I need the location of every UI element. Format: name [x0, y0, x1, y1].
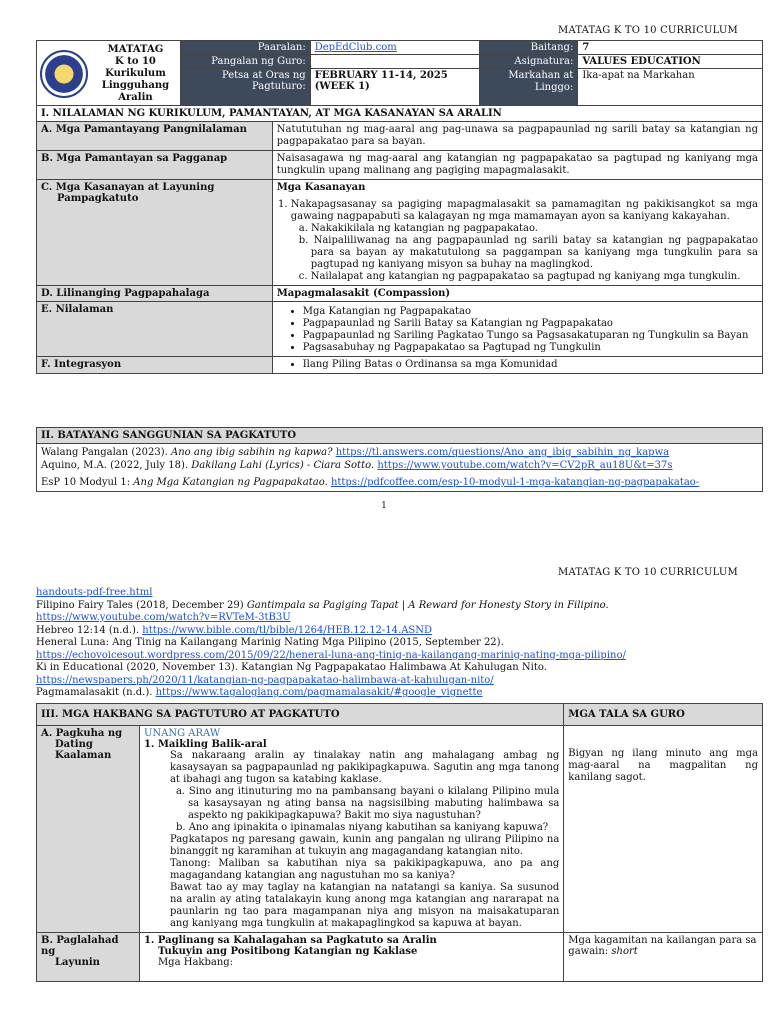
step-a-label-line1: A. Pagkuha ng: [41, 728, 123, 739]
reference-2: Aquino, M.A. (2022, July 18). Dakilang Lahi (Lyrics) - Ciara Sotto. https://www.youtube.com/watch?v=CV2pR_au18U&t=37s: [41, 460, 673, 471]
nilalaman-item: • Pagpapaunlad ng Sariling Pagkatao Tungo sa Pagsasakatuparan ng Tungkulin sa Bayan: [303, 330, 758, 342]
reference-pagmamalasakit: Pagmamalasakit (n.d.). https://www.tagaloglang.com/pagmamalasakit/#google_vignette: [36, 687, 483, 698]
curriculum-header: MATATAG K TO 10 CURRICULUM: [558, 567, 738, 578]
reference-kiin: Ki in Educational (2020, November 13). Katangian Ng Pagpapakatao Halimbawa At Kahulugan Nito.: [36, 662, 547, 673]
org-cell: [37, 41, 181, 108]
kasanayan-heading: Mga Kasanayan: [276, 182, 366, 193]
step-a-paragraph-2: Pagkatapos ng paresang gawain, kunin ang pangalan ng ulirang Pilipino na binanggit ng karamihan at tukuyin ang magagandang katangian nito.: [169, 834, 560, 857]
row-f-value: [272, 357, 762, 374]
section-one-table: [36, 105, 763, 374]
row-f-label: F. Integrasyon: [37, 357, 273, 374]
section-three-table: [36, 703, 763, 982]
step-b-note: Mga kagamitan na kailangan para sa gawain: short: [564, 933, 763, 982]
row-e-label: E. Nilalaman: [37, 302, 273, 357]
step-a-content: [139, 726, 563, 933]
row-d-value: Mapagmalasakit (Compassion): [272, 286, 762, 302]
org-line2: K to 10 Kurikulum: [105, 56, 166, 79]
section-two-title: II. BATAYANG SANGGUNIAN SA PAGKATUTO: [37, 428, 763, 444]
markahan-label: Markahan at Linggo:: [480, 69, 578, 108]
reference-1: Walang Pangalan (2023). Ano ang ibig sabihin ng kapwa? https://tl.answers.com/questions/Ano_ang_ibig_sabihin_ng_kapwa: [41, 447, 670, 458]
baitang-label: Baitang:: [480, 41, 578, 55]
markahan-value: Ika-apat na Markahan: [578, 69, 763, 108]
step-a-intro: Sa nakaraang aralin ay tinalakay natin ang mahalagang ambag ng kasaysayan sa pagpapaunlad ng pakikipagkapuwa. Sagutin ang mga tanong at ibahagi ang tugon sa katabing kaklase.: [169, 750, 560, 785]
reference-heneral-luna: Heneral Luna: Ang Tinig na Kailangang Marinig Nating Mga Pilipino (2015, September 22).: [36, 637, 504, 648]
step-a-paragraph-3: Tanong: Maliban sa kabutihan niya sa pakikipagkapuwa, ano pa ang magagandang katangian ang nagustuhan mo sa kaniya?: [169, 858, 560, 881]
kasanayan-item-1: 1. Nakapagsasanay sa pagiging mapagmalasakit sa pamamagitan ng pakikisangkot sa mga gawaing nagpapabuti sa kalagayan ng mga mamamayan ayon sa kaniyang kakayahan.: [291, 199, 758, 223]
section-two-table: [36, 427, 763, 492]
reference-1-link[interactable]: https://tl.answers.com/questions/Ano_ang_ibig_sabihin_ng_kapwa: [335, 447, 670, 458]
guro-value: [310, 55, 480, 69]
step-a-label-line2: Dating Kaalaman: [55, 739, 112, 761]
step-b-steps: Mga Hakbang:: [157, 957, 234, 968]
page-number: 1: [381, 501, 387, 511]
reference-3: EsP 10 Modyul 1: Ang Mga Katangian ng Pagpapakatao. https://pdfcoffee.com/esp-10-modyul-1-mga-katangian-ng-pagpapakatao-: [41, 477, 700, 488]
page-gap: [0, 515, 768, 562]
row-d-label: D. Lilinanging Pagpapahalaga: [37, 286, 273, 302]
header-table: [36, 40, 763, 108]
reference-3-link[interactable]: https://pdfcoffee.com/esp-10-modyul-1-mga-katangian-ng-pagpapakatao-: [330, 477, 700, 488]
section-one-title: I. NILALAMAN NG KURIKULUM, PAMANTAYAN, AT MGA KASANAYAN SA ARALIN: [37, 106, 763, 122]
row-a-value: Natututuhan ng mag-aaral ang pag-unawa sa pagpapaunlad ng sarili batay sa katangian ng pagpapakatao para sa bayan.: [272, 122, 762, 151]
step-b-title: 1. Paglinang sa Kahalagahan sa Pagkatuto sa Aralin: [143, 935, 437, 946]
reference-hebreo: Hebreo 12:14 (n.d.). https://www.bible.com/tl/bible/1264/HEB.12.12-14.ASND: [36, 624, 433, 636]
step-b-label-line1: B. Paglalahad ng: [41, 935, 119, 957]
guro-label: Pangalan ng Guro:: [180, 55, 310, 69]
petsa-value: FEBRUARY 11-14, 2025 (WEEK 1): [310, 69, 480, 108]
row-c-label-line1: C. Mga Kasanayan at Layuning: [41, 182, 215, 193]
curriculum-header: MATATAG K TO 10 CURRICULUM: [558, 25, 738, 36]
paaralan-label: Paaralan:: [180, 41, 310, 55]
reference-2-link[interactable]: https://www.youtube.com/watch?v=CV2pR_au18U&t=37s: [377, 460, 673, 471]
row-e-value: [272, 302, 762, 357]
day-label: UNANG ARAW: [143, 728, 221, 739]
integrasyon-item: • Ilang Piling Batas o Ordinansa sa mga Komunidad: [303, 359, 758, 371]
step-b-label: [37, 933, 140, 982]
nilalaman-item: • Pagpapaunlad ng Sarili Batay sa Katangian ng Pagpapakatao: [303, 318, 758, 330]
step-a-label: [37, 726, 140, 933]
step-a-note: Bigyan ng ilang minuto ang mga mag-aaral na magpalitan ng kanilang sagot.: [564, 726, 763, 933]
asignatura-label: Asignatura:: [480, 55, 578, 69]
section-three-title: III. MGA HAKBANG SA PAGTUTURO AT PAGKATUTO: [37, 704, 564, 726]
reference-0-link[interactable]: handouts-pdf-free.html: [36, 587, 153, 598]
nilalaman-item: • Pagsasabuhay ng Pagpapakatao sa Pagtupad ng Tungkulin: [303, 342, 758, 354]
question-b: b. Ano ang ipinakita o ipinamalas niyang kabutihan sa kaniyang kapuwa?: [175, 822, 549, 833]
reference-fairy-tales-link[interactable]: https://www.youtube.com/watch?v=RVTeM-3tB3U: [36, 612, 291, 623]
org-line1: MATATAG: [107, 44, 164, 55]
row-c-value: [272, 180, 762, 286]
reference-fairy-tales: Filipino Fairy Tales (2018, December 29) Gantimpala sa Pagiging Tapat | A Reward for Honesty Story in Filipino.: [36, 599, 609, 611]
reference-hebreo-link[interactable]: https://www.bible.com/tl/bible/1264/HEB.12.12-14.ASND: [142, 624, 433, 636]
row-b-value: Naisasagawa ng mag-aaral ang katangian ng pagpapakatao sa pagtupad ng kaniyang mga tungkulin upang malinang ang pagiging mapagmalasakit.: [272, 151, 762, 180]
baitang-value: 7: [578, 41, 763, 55]
step-b-label-line2: Layunin: [55, 957, 100, 968]
kasanayan-sub-a: a. Nakakikilala ng katangian ng pagpapakatao.: [298, 223, 538, 234]
step-a-paragraph-4: Bawat tao ay may taglay na katangian na natatangi sa kaniya. Sa susunod na aralin ay ating tatalakayin kung anong mga katangian ang nararapat na paunlarin ng tao para magampanan niya ang misyon na maisakatuparan ang kaniyang mga tungkulin at makapaglingkod sa kapuwa at bayan.: [169, 882, 560, 929]
reference-kiin-link[interactable]: https://newspapers.ph/2020/11/katangian-ng-pagpapakatao-halimbawa-at-kahulugan-nito/: [36, 674, 494, 686]
row-a-label: A. Mga Pamantayang Pangnilalaman: [37, 122, 273, 151]
notes-title: MGA TALA SA GURO: [564, 704, 763, 726]
step-b-content: [139, 933, 563, 982]
kasanayan-sub-b: b. Naipaliliwanag na ang pagpapaunlad ng sarili batay sa katangian ng pagpapakatao para sa bayan ay makatutulong sa paggampan sa kaniyang mga tungkulin para sa pagtupad ng kaniyang misyon sa buhay na maglingkod.: [298, 235, 758, 270]
question-a: a. Sino ang itinuturing mo na pambansang bayani o kilalang Pilipino mula sa kasaysayan ng ating bansa na nagsisilbing mabuting halimbawa sa aspekto ng pakikipagkapuwa? Bakit mo siya nagustuhan?: [175, 786, 560, 821]
petsa-label: Petsa at Oras ng Pagtuturo:: [180, 69, 310, 108]
nilalaman-item: • Mga Katangian ng Pagpapakatao: [303, 306, 758, 318]
org-line3: Lingguhang Aralin: [101, 80, 170, 103]
reference-heneral-luna-link[interactable]: https://echovoicesout.wordpress.com/2015/09/22/heneral-luna-ang-tinig-na-kailangang-marinig-nating-mga-pilipino/: [36, 649, 626, 661]
kasanayan-sub-c: c. Nailalapat ang katangian ng pagpapakatao sa pagtupad ng kaniyang mga tungkulin.: [298, 271, 741, 282]
paaralan-link[interactable]: DepEdClub.com: [314, 42, 397, 53]
row-b-label: B. Mga Pamantayan sa Pagganap: [37, 151, 273, 180]
row-c-label: [37, 180, 273, 286]
page-two: [0, 562, 768, 1024]
continued-references: [36, 587, 763, 700]
section-two-refs: [37, 444, 763, 492]
reference-pagmamalasakit-link[interactable]: https://www.tagaloglang.com/pagmamalasakit/#google_vignette: [155, 687, 483, 698]
row-c-label-line2: Pampagkatuto: [57, 193, 139, 204]
step-a-title: 1. Maikling Balik-aral: [143, 739, 267, 750]
deped-seal-icon: [40, 50, 88, 98]
asignatura-value: VALUES EDUCATION: [578, 55, 763, 69]
step-b-subtitle: Tukuyin ang Positibong Katangian ng Kaklase: [157, 946, 418, 957]
